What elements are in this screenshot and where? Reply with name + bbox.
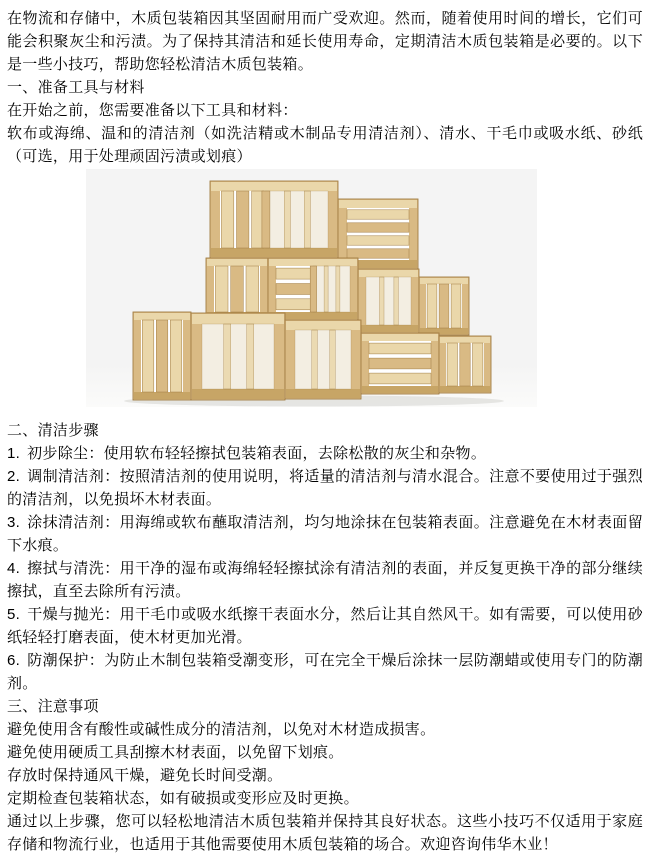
step-number: 1. bbox=[7, 445, 21, 462]
step-number: 3. bbox=[7, 514, 21, 531]
paragraph: 避免使用硬质工具刮擦木材表面，以免留下划痕。 bbox=[7, 744, 344, 761]
step-item bbox=[7, 557, 643, 603]
paragraph: 避免使用含有酸性或碱性成分的清洁剂，以免对木材造成损害。 bbox=[7, 721, 436, 738]
step-item bbox=[7, 649, 643, 695]
step-text: 防潮保护：为防止木制包装箱受潮变形，可在完全干燥后涂抹一层防潮蜡或使用专门的防潮剂。 bbox=[7, 652, 643, 692]
paragraph: 在开始之前，您需要准备以下工具和材料： bbox=[7, 102, 298, 119]
step-number: 2. bbox=[7, 468, 21, 485]
paragraph: 通过以上步骤，您可以轻松地清洁木质包装箱并保持其良好状态。这些小技巧不仅适用于家庭存储和物流行业，也适用于其他需要使用木质包装箱的场合。欢迎咨询伟华木业！ bbox=[7, 813, 643, 853]
step-text: 调制清洁剂：按照清洁剂的使用说明，将适量的清洁剂与清水混合。注意不要使用过于强烈的清洁剂，以免损坏木材表面。 bbox=[7, 468, 643, 508]
step-number: 4. bbox=[7, 560, 21, 577]
section-heading: 二、清洁步骤 bbox=[7, 422, 99, 439]
section-heading: 一、准备工具与材料 bbox=[7, 79, 145, 96]
step-item bbox=[7, 442, 643, 465]
step-item bbox=[7, 465, 643, 511]
paragraph: 在物流和存储中，木质包装箱因其坚固耐用而广受欢迎。然而，随着使用时间的增长，它们可能会积聚灰尘和污渍。为了保持其清洁和延长使用寿命，定期清洁木质包装箱是必要的。以下是一些小技巧，帮助您轻松清洁木质包装箱。 bbox=[7, 10, 643, 73]
step-text: 涂抹清洁剂：用海绵或软布蘸取清洁剂，均匀地涂抹在包装箱表面。注意避免在木材表面留下水痕。 bbox=[7, 514, 643, 554]
step-number: 5. bbox=[7, 606, 21, 623]
section-heading: 三、注意事项 bbox=[7, 698, 99, 715]
step-item bbox=[7, 603, 643, 649]
step-text: 初步除尘：使用软布轻轻擦拭包装箱表面，去除松散的灰尘和杂物。 bbox=[27, 445, 487, 462]
article-body bbox=[7, 7, 643, 856]
paragraph: 定期检查包装箱状态，如有破损或变形应及时更换。 bbox=[7, 790, 359, 807]
wooden-crates-photo bbox=[86, 169, 537, 407]
step-number: 6. bbox=[7, 652, 21, 669]
step-item bbox=[7, 511, 643, 557]
crates-figure bbox=[86, 169, 537, 407]
step-text: 干燥与抛光：用干毛巾或吸水纸擦干表面水分，然后让其自然风干。如有需要，可以使用砂纸轻轻打磨表面，使木材更加光滑。 bbox=[7, 606, 643, 646]
paragraph: 软布或海绵、温和的清洁剂（如洗洁精或木制品专用清洁剂）、清水、干毛巾或吸水纸、砂纸（可选，用于处理顽固污渍或划痕） bbox=[7, 125, 643, 165]
paragraph: 存放时保持通风干燥，避免长时间受潮。 bbox=[7, 767, 283, 784]
step-text: 擦拭与清洗：用干净的湿布或海绵轻轻擦拭涂有清洁剂的表面，并反复更换干净的部分继续擦拭，直至去除所有污渍。 bbox=[7, 560, 643, 600]
